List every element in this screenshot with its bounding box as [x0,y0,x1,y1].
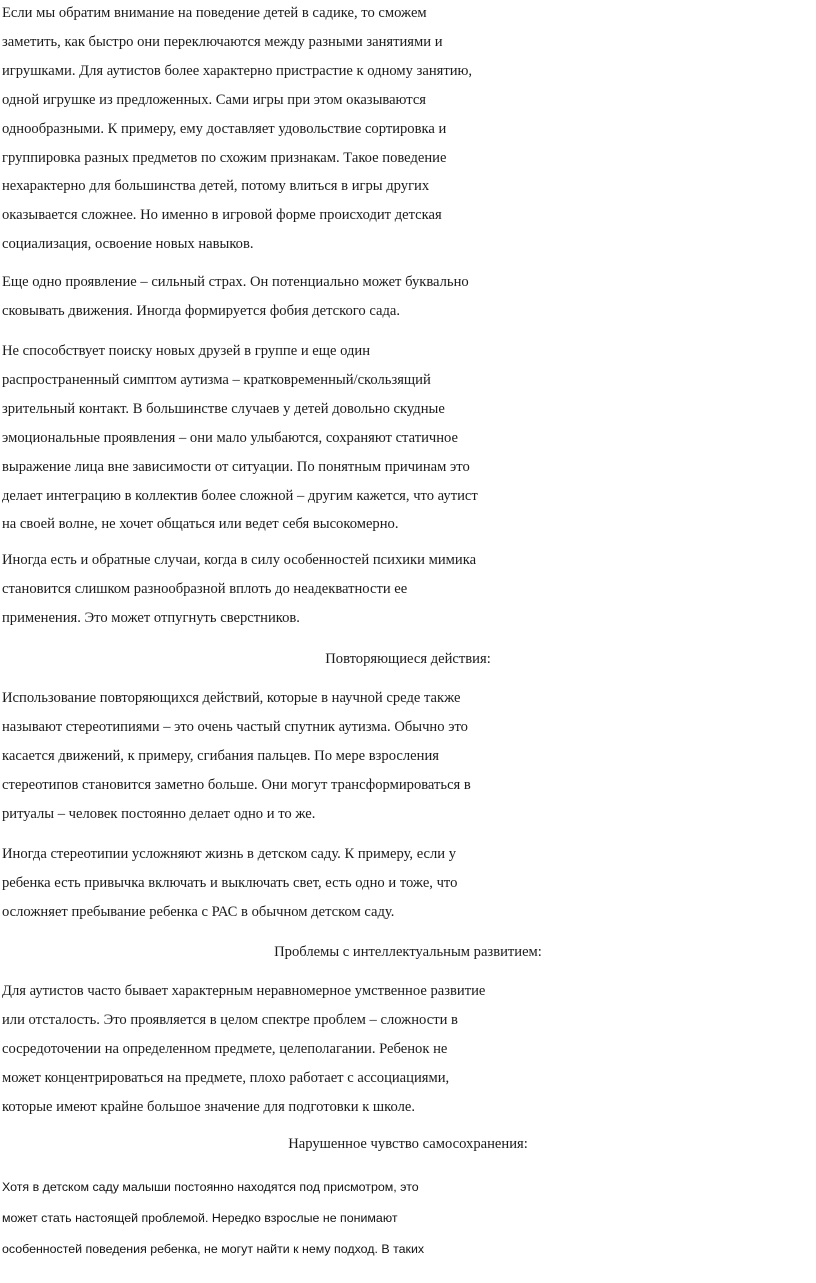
text-line: может стать настоящей проблемой. Нередко взрослые не понимают [2,1211,398,1225]
text-line: называют стереотипиями – это очень частый спутник аутизма. Обычно это [2,718,468,735]
text-line: на своей волне, не хочет общаться или ведет себя высокомерно. [2,516,399,533]
section-heading-intellectual-development: Проблемы с интеллектуальным развитием: [274,944,542,960]
text-line: касается движений, к примеру, сгибания пальцев. По мере взросления [2,747,439,764]
text-line: сковывать движения. Иногда формируется фобия детского сада. [2,302,401,319]
paragraph-eye-contact [0,337,814,539]
text-line: осложняет пребывание ребенка с РАС в обычном детском саду. [2,903,395,920]
text-line: Иногда есть и обратные случаи, когда в силу особенностей психики мимика [2,552,477,568]
text-line: стереотипов становится заметно больше. Они могут трансформироваться в [2,776,471,793]
text-line: применения. Это может отпугнуть сверстников. [2,609,300,626]
paragraph-intellectual-development [0,977,814,1122]
section-heading-repetitive-actions: Повторяющиеся действия: [325,651,491,667]
paragraph-stereotypies [0,684,814,829]
text-line: заметить, как быстро они переключаются между разными занятиями и [2,33,443,50]
text-line: ребенка есть привычка включать и выключать свет, есть одно и тоже, что [2,874,458,891]
text-line: группировка разных предметов по схожим признакам. Такое поведение [2,149,447,166]
text-line: Использование повторяющихся действий, которые в научной среде также [2,690,461,706]
text-line: Иногда стереотипии усложняют жизнь в детском саду. К примеру, если у [2,846,457,862]
text-line: становится слишком разнообразной вплоть до неадекватности ее [2,580,408,597]
text-line: особенностей поведения ребенка, не могут найти к нему подход. В таких [2,1242,425,1256]
text-line: выражение лица вне зависимости от ситуации. По понятным причинам это [2,458,470,475]
text-line: игрушками. Для аутистов более характерно пристрастие к одному занятию, [2,62,473,79]
text-line: одной игрушке из предложенных. Сами игры при этом оказываются [2,91,427,108]
text-line: Еще одно проявление – сильный страх. Он потенциально может буквально [2,274,469,290]
text-line: или отсталость. Это проявляется в целом спектре проблем – сложности в [2,1011,458,1028]
text-line: делает интеграцию в коллектив более сложной – другим кажется, что аутист [2,487,478,504]
paragraph-strong-fear [0,268,814,326]
text-line: оказывается сложнее. Но именно в игровой форме происходит детская [2,207,442,224]
text-line: однообразными. К примеру, ему доставляет удовольствие сортировка и [2,120,447,137]
text-line: Не способствует поиску новых друзей в группе и еще один [2,343,371,359]
text-line: нехарактерно для большинства детей, потому влиться в игры других [2,178,430,195]
text-line: распространенный симптом аутизма – кратковременный/скользящий [2,371,431,388]
paragraph-supervision [0,1172,814,1265]
text-line: Если мы обратим внимание на поведение детей в садике, то сможем [2,5,427,21]
text-line: Хотя в детском саду малыши постоянно находятся под присмотром, это [2,1180,419,1194]
text-line: которые имеют крайне большое значение для подготовки к школе. [2,1098,416,1115]
text-line: социализация, освоение новых навыков. [2,236,254,253]
section-heading-self-preservation: Нарушенное чувство самосохранения: [288,1136,528,1152]
text-line: ритуалы – человек постоянно делает одно и то же. [2,805,316,822]
text-line: зрительный контакт. В большинстве случаев у детей довольно скудные [2,400,445,417]
text-line: эмоциональные проявления – они мало улыбаются, сохраняют статичное [2,429,458,446]
paragraph-facial-expressions [0,546,814,633]
paragraph-stereotypies-kindergarten [0,840,814,927]
text-line: Для аутистов часто бывает характерным неравномерное умственное развитие [2,983,486,999]
text-line: сосредоточении на определенном предмете, целеполагании. Ребенок не [2,1040,448,1057]
paragraph-kindergarten-behavior [0,0,814,259]
text-line: может концентрироваться на предмете, плохо работает с ассоциациями, [2,1069,450,1086]
